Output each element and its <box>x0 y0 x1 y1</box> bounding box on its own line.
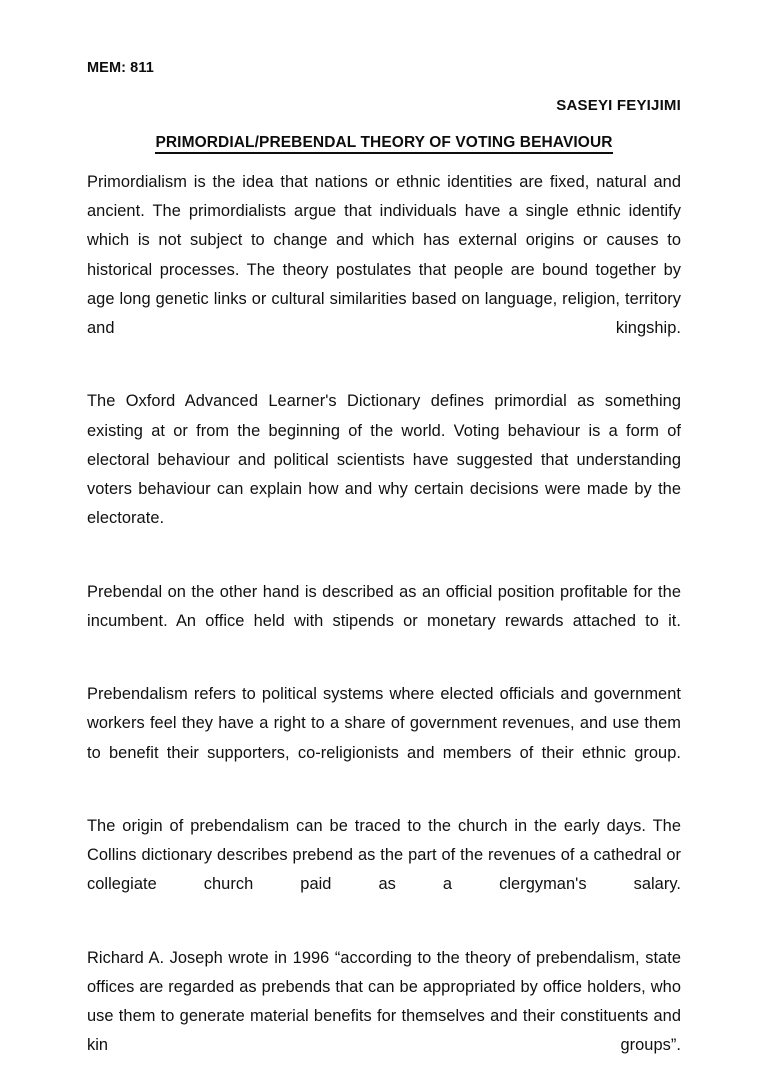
document-body <box>87 168 681 1090</box>
page-title-text: PRIMORDIAL/PREBENDAL THEORY OF VOTING BEHAVIOUR <box>155 134 612 154</box>
paragraph: Primordialism is the idea that nations or ethnic identities are fixed, natural and ancient. The primordialists argue that individuals have a single ethnic identify which is not subject to change and which has external origins or causes to historical processes. The theory postulates that people are bound together by age long genetic links or cultural similarities based on language, religion, territory and kingship. <box>87 173 681 338</box>
document-reference: MEM: 811 <box>87 60 154 76</box>
paragraph: The Oxford Advanced Learner's Dictionary defines primordial as something existing at or from the beginning of the world. Voting behaviour is a form of electoral behaviour and political scientists have suggested that understanding voters behaviour can explain how and why certain decisions were made by the electorate. <box>87 392 681 528</box>
paragraph: Richard A. Joseph wrote in 1996 “according to the theory of prebendalism, state offices are regarded as prebends that can be appropriated by office holders, who use them to generate material benefits for themselves and their constituents and kin groups”. <box>87 948 681 1055</box>
paragraph: Prebendal on the other hand is described as an official position profitable for the incumbent. An office held with stipends or monetary rewards attached to it. <box>87 582 681 630</box>
author-name: SASEYI FEYIJIMI <box>556 97 681 114</box>
paragraph: Prebendalism refers to political systems where elected officials and government workers feel they have a right to a share of government revenues, and use them to benefit their supporters, co-religionists and members of their ethnic group. <box>87 685 681 762</box>
paragraph: The origin of prebendalism can be traced to the church in the early days. The Collins dictionary describes prebend as the part of the revenues of a cathedral or collegiate church paid as a clergyman's salary. <box>87 817 681 894</box>
page-title <box>87 134 681 154</box>
